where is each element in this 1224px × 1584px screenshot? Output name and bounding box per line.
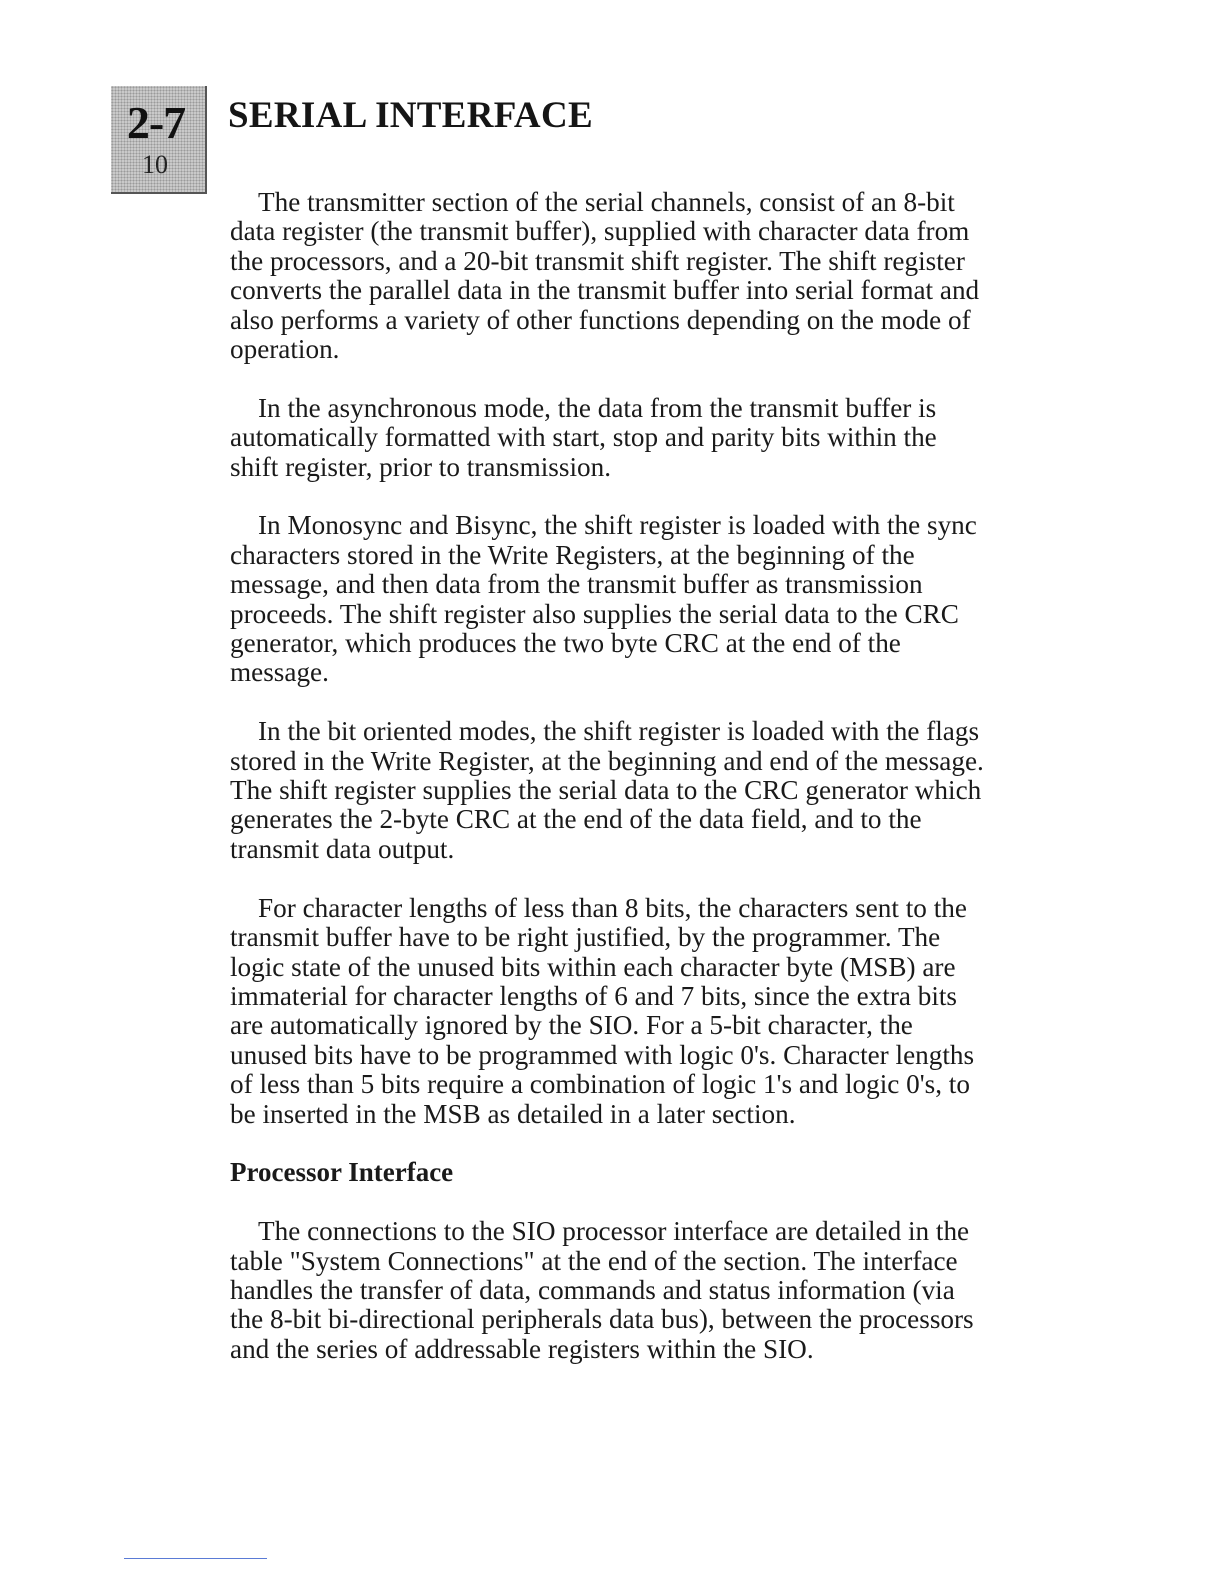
page-number: 10	[142, 150, 168, 179]
subheading-processor-interface: Processor Interface	[230, 1157, 454, 1188]
paragraph-asynchronous: In the asynchronous mode, the data from the transmit buffer is automatically formatted with start, stop and parity bits within the shift register, prior to transmission.	[230, 392, 937, 482]
paragraph-processor-interface: The connections to the SIO processor interface are detailed in the table "System Connections" at the end of the section. The interface handles the transfer of data, commands and status information (via the 8-bit bi-directional peripherals data bus), between the processors and the series of addressable registers within the SIO.	[230, 1216, 974, 1364]
footer-rule	[124, 1558, 267, 1559]
paragraph-transmitter: The transmitter section of the serial channels, consist of an 8-bit data register (the transmit buffer), supplied with character data from the processors, and a 20-bit transmit shift register. The shift register converts the parallel data in the transmit buffer into serial format and also performs a variety of other functions depending on the mode of operation.	[230, 187, 980, 365]
section-tab	[111, 86, 207, 194]
paragraph-monosync-bisync: In Monosync and Bisync, the shift register is loaded with the sync characters stored in the Write Registers, at the beginning of the message, and then data from the transmit buffer as transmission proceeds. The shift register also supplies the serial data to the CRC generator, which produces the two byte CRC at the end of the message.	[230, 510, 977, 688]
section-number: 2-7	[126, 97, 186, 148]
body-text	[230, 188, 990, 1394]
page-title: SERIAL INTERFACE	[228, 95, 593, 136]
paragraph-character-lengths: For character lengths of less than 8 bits, the characters sent to the transmit buffer have to be right justified, by the programmer. The logic state of the unused bits within each character byte (MSB) are immaterial for character lengths of 6 and 7 bits, since the extra bits are automatically ignored by the SIO. For a 5-bit character, the unused bits have to be programmed with logic 0's. Character lengths of less than 5 bits require a combination of logic 1's and logic 0's, to be inserted in the MSB as detailed in a later section.	[230, 892, 975, 1129]
paragraph-bit-oriented: In the bit oriented modes, the shift register is loaded with the flags stored in the Write Register, at the beginning and end of the message. The shift register supplies the serial data to the CRC generator which generates the 2-byte CRC at the end of the data field, and to the transmit data output.	[230, 716, 984, 864]
